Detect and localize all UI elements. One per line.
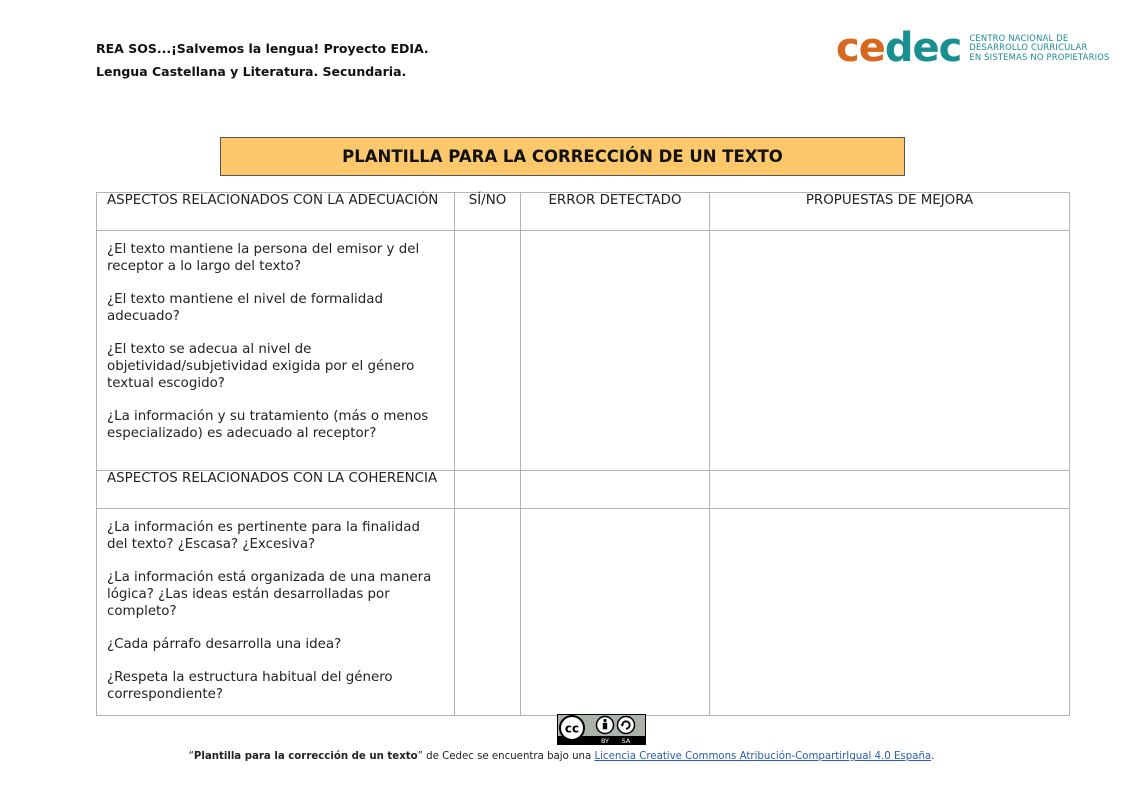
header-project-line: REA SOS...¡Salvemos la lengua! Proyecto EDIA. bbox=[96, 41, 429, 56]
svg-text:cc: cc bbox=[564, 721, 580, 736]
error-cell[interactable] bbox=[521, 231, 710, 471]
question-item: ¿El texto mantiene el nivel de formalidad adecuado? bbox=[107, 292, 383, 324]
footer-quote-open: “ bbox=[188, 751, 194, 762]
question-item: ¿El texto mantiene la persona del emisor y del receptor a lo largo del texto? bbox=[107, 242, 420, 274]
logo-tag-line-2: DESARROLLO CURRICULAR bbox=[969, 42, 1088, 53]
sa-icon bbox=[618, 717, 635, 734]
correction-table bbox=[96, 192, 1070, 716]
cedec-logo bbox=[836, 26, 1110, 70]
badge-label-by: BY bbox=[600, 737, 610, 745]
proposal-cell[interactable] bbox=[710, 231, 1070, 471]
footer-end: . bbox=[931, 751, 935, 762]
column-header-aspects: ASPECTOS RELACIONADOS CON LA ADECUACIÓN bbox=[97, 193, 455, 231]
logo-word-ce: ce bbox=[836, 25, 885, 71]
si-no-cell[interactable] bbox=[455, 471, 521, 509]
header-subject-line: Lengua Castellana y Literatura. Secundaria. bbox=[96, 64, 407, 79]
header-row-adecuacion bbox=[97, 193, 1070, 231]
cedec-logo-word bbox=[836, 25, 962, 71]
cc-by-sa-badge[interactable] bbox=[557, 714, 646, 745]
section-header-coherencia: ASPECTOS RELACIONADOS CON LA COHERENCIA bbox=[97, 471, 455, 509]
adecuacion-questions-cell bbox=[97, 231, 455, 471]
header-row-coherencia bbox=[97, 471, 1070, 509]
proposal-cell[interactable] bbox=[710, 509, 1070, 716]
error-cell[interactable] bbox=[521, 471, 710, 509]
footer-work-title: Plantilla para la corrección de un texto bbox=[193, 751, 418, 762]
footer-quote-close: ” bbox=[417, 751, 423, 762]
document-header bbox=[96, 37, 429, 83]
column-header-proposals: PROPUESTAS DE MEJORA bbox=[710, 193, 1070, 231]
license-footer bbox=[0, 751, 1123, 762]
cc-icon bbox=[560, 716, 584, 740]
question-item: ¿La información y su tratamiento (más o menos especializado) es adecuado al receptor? bbox=[107, 409, 429, 441]
by-icon bbox=[597, 717, 614, 734]
error-cell[interactable] bbox=[521, 509, 710, 716]
question-item: ¿La información es pertinente para la finalidad del texto? ¿Escasa? ¿Excesiva? bbox=[107, 520, 420, 552]
question-item: ¿Cada párrafo desarrolla una idea? bbox=[107, 637, 342, 652]
column-header-si-no: SÍ/NO bbox=[455, 193, 521, 231]
cedec-logo-tagline bbox=[969, 34, 1109, 63]
license-link[interactable]: Licencia Creative Commons Atribución-CompartirIgual 4.0 España bbox=[594, 751, 932, 762]
coherencia-section-row bbox=[97, 509, 1070, 716]
si-no-cell[interactable] bbox=[455, 231, 521, 471]
si-no-cell[interactable] bbox=[455, 509, 521, 716]
question-item: ¿La información está organizada de una manera lógica? ¿Las ideas están desarrolladas por completo? bbox=[107, 570, 432, 619]
logo-tag-line-3: EN SISTEMAS NO PROPIETARIOS bbox=[969, 51, 1110, 62]
page-title: PLANTILLA PARA LA CORRECCIÓN DE UN TEXTO bbox=[220, 137, 905, 176]
coherencia-questions-cell bbox=[97, 509, 455, 716]
question-item: ¿Respeta la estructura habitual del género correspondiente? bbox=[107, 670, 393, 702]
logo-word-dec: dec bbox=[884, 25, 962, 71]
question-item: ¿El texto se adecua al nivel de objetividad/subjetividad exigida por el género textual escogido? bbox=[107, 342, 415, 391]
badge-label-sa: SA bbox=[621, 737, 631, 745]
footer-middle-text: de Cedec se encuentra bajo una bbox=[422, 751, 595, 762]
adecuacion-section-row bbox=[97, 231, 1070, 471]
logo-tag-line-1: CENTRO NACIONAL DE bbox=[969, 32, 1069, 43]
proposal-cell[interactable] bbox=[710, 471, 1070, 509]
column-header-error: ERROR DETECTADO bbox=[521, 193, 710, 231]
